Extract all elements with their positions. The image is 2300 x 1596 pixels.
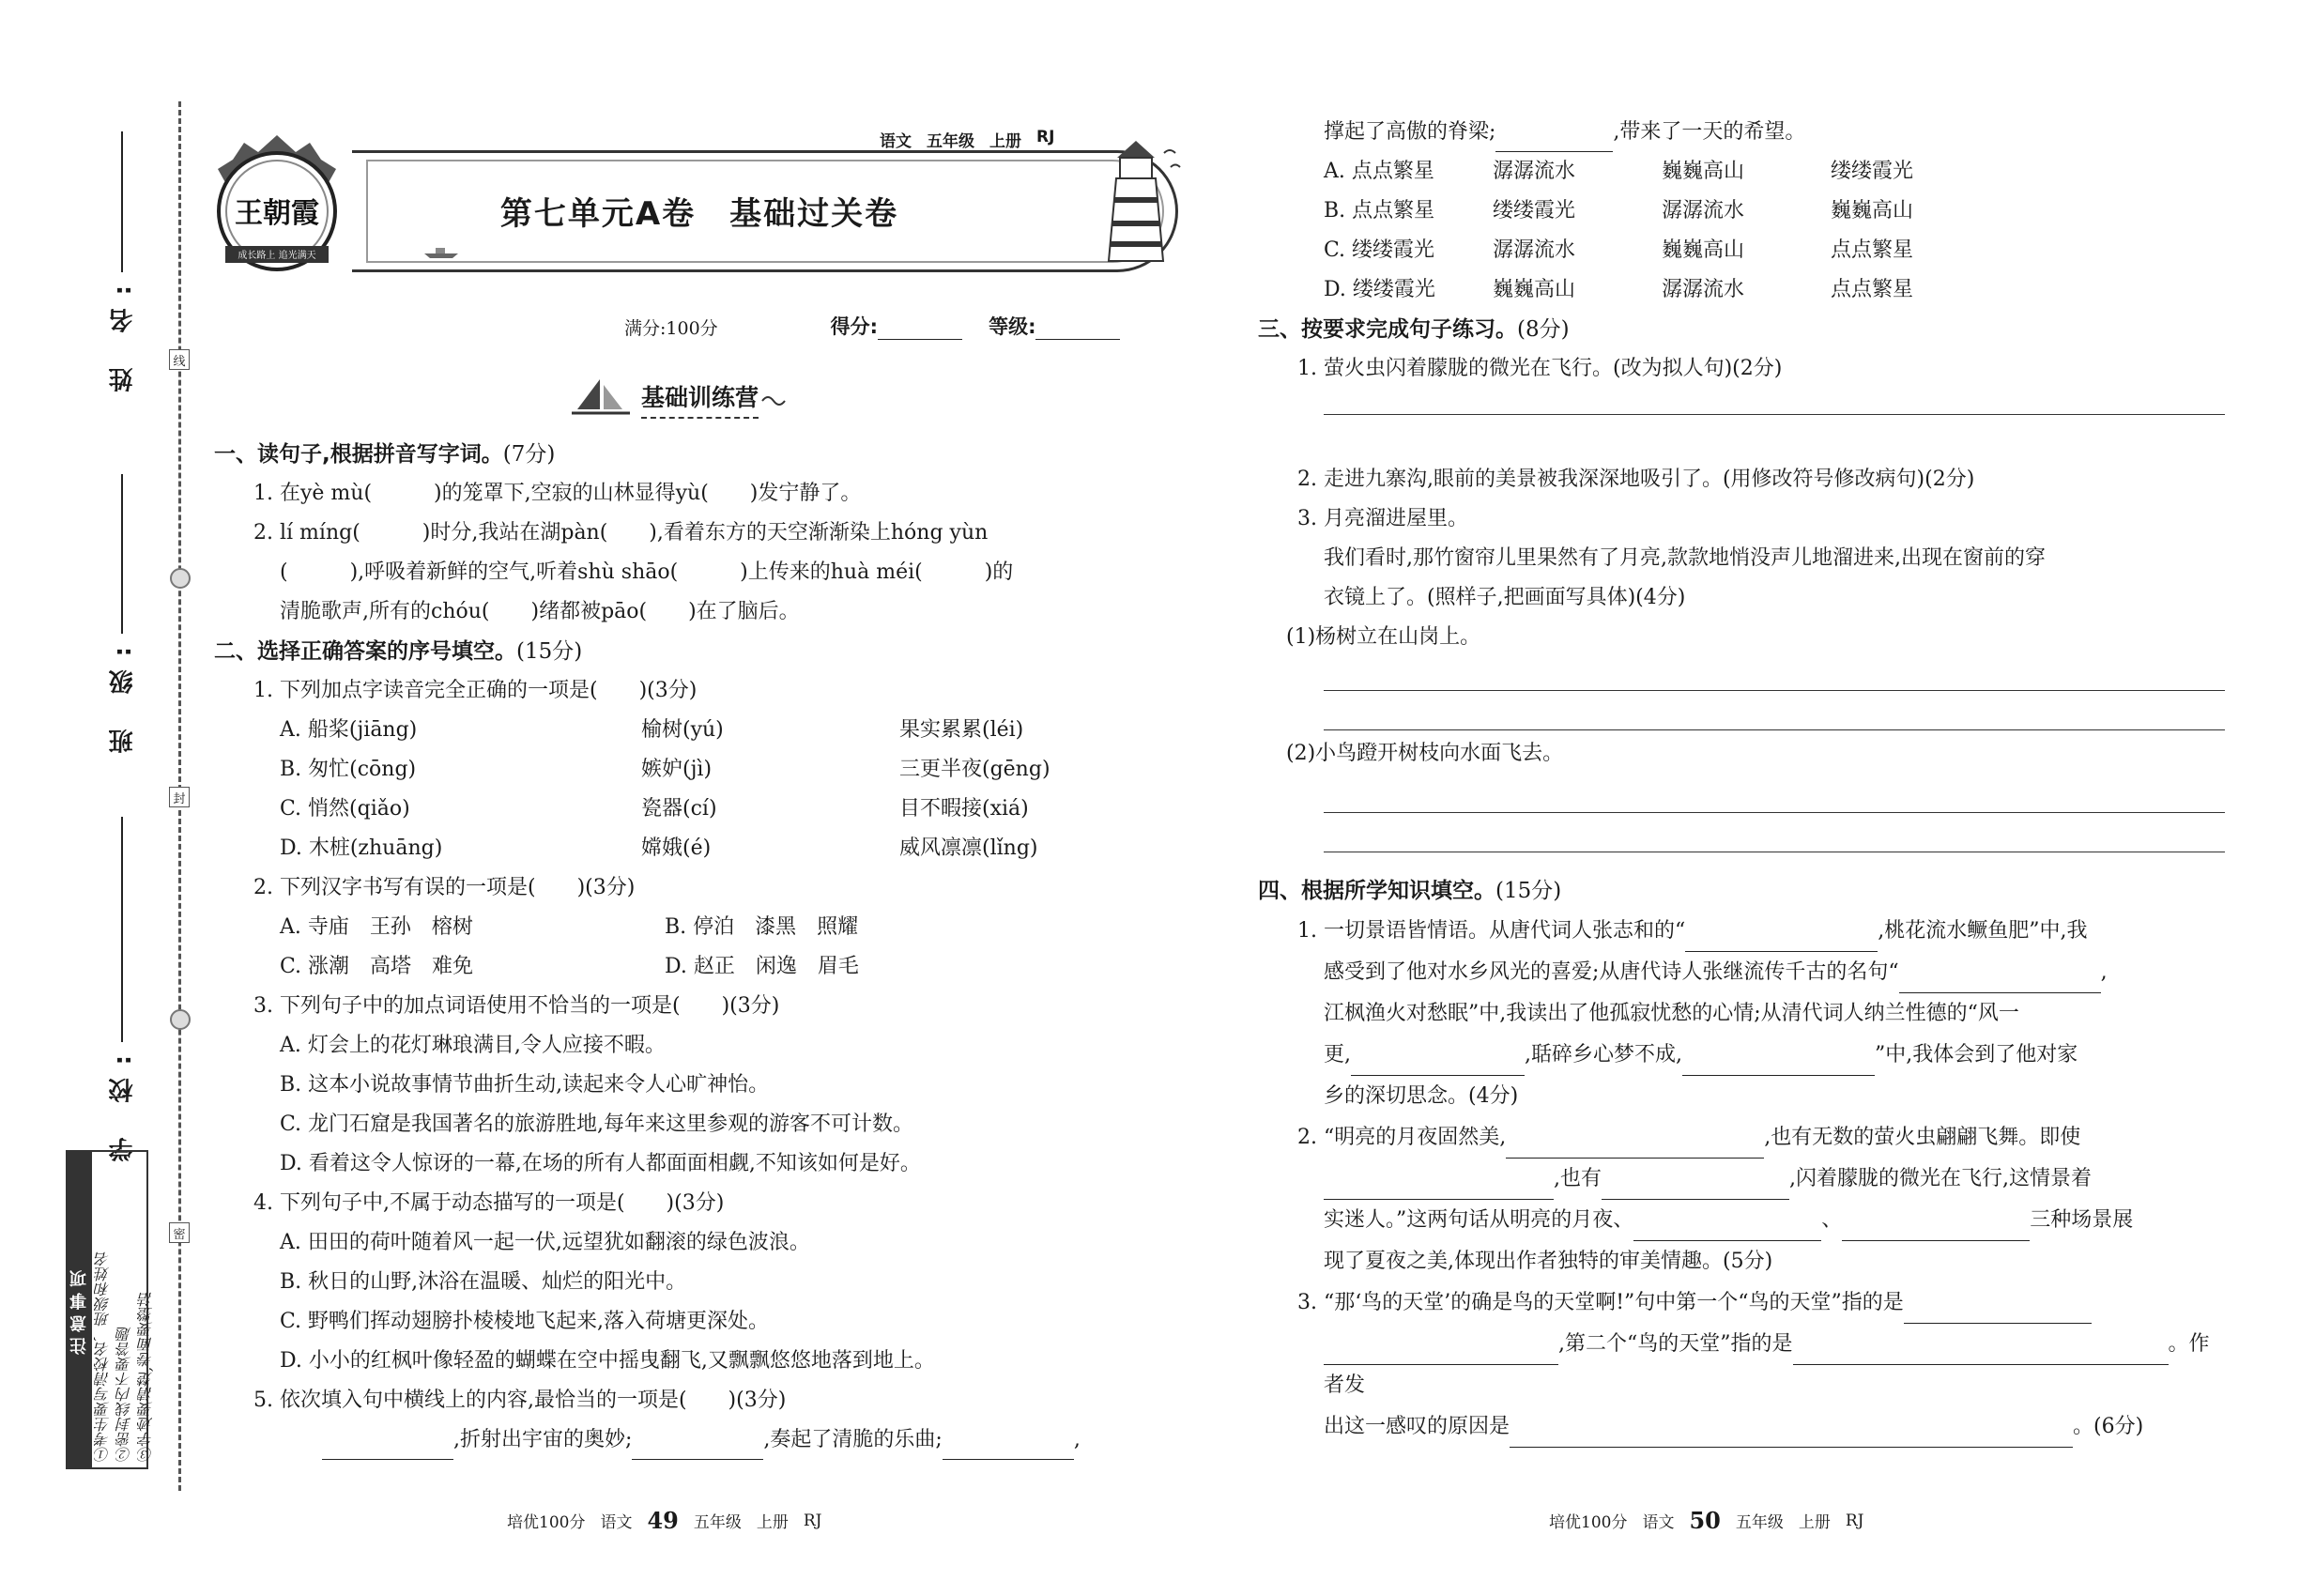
q1-option-row[interactable] [214,790,1183,829]
q5-blank-4[interactable] [1495,131,1613,152]
footer-right [1549,1507,1863,1534]
s4-q3-blank-4[interactable] [1510,1427,2073,1448]
tag-grade: 五年级 [927,132,974,151]
s4-text: 出这一感叹的原因是 [1324,1415,1510,1438]
notice-box [66,1150,155,1469]
s4-q3-blank-3[interactable] [1793,1344,2169,1365]
question-1[interactable]: 1. 下列加点字读音完全正确的一项是( )(3分) [253,679,698,702]
brand-logo [207,131,347,272]
q5-cont [1258,113,2225,152]
q1-option-row[interactable] [214,829,1183,868]
wave-icon [759,388,787,410]
tag-term: 上册 [989,132,1021,151]
school-label: 学 校: [108,1042,137,1162]
logo-small-text: 成长路上 追光满天 [238,251,316,261]
q2-option-row[interactable] [214,947,1183,987]
question-4[interactable]: 4. 下列句子中,不属于动态描写的一项是( )(3分) [253,1191,725,1215]
s4-q2-line: 现了夏夜之美,体现出作者独特的审美情趣。(5分) [1324,1250,1773,1273]
s4-q1 [1258,1035,2225,1076]
q5-opt: A. 点点繁星 [1324,160,1434,183]
class-field [89,474,155,753]
full-score: 满分:100分 [624,318,718,339]
answer-line[interactable] [1324,813,2225,852]
s4-text: 三种场景展 [2030,1208,2134,1232]
s3-question-1: 1. 萤火虫闪着朦胧的微光在飞行。(改为拟人句)(2分) [1297,357,1783,380]
s4-q2 [1258,1117,2225,1159]
class-line[interactable] [121,474,123,634]
name-line[interactable] [121,131,123,272]
s4-text: 1. 一切景语皆情语。从唐代词人张志和的“ [1297,919,1686,943]
s4-q1-blank-3[interactable] [1351,1055,1525,1076]
s4-text: 更, [1324,1043,1351,1067]
footer-edition: RJ [1845,1511,1864,1530]
s4-q1 [1258,911,2225,952]
s4-q3 [1258,1324,2225,1406]
q1-opt: A. 船桨(jiāng) [280,718,418,742]
footer-subject: 语文 [1642,1513,1675,1532]
section-banner-title: 基础训练营 [641,379,759,419]
lighthouse-icon [1084,130,1188,270]
section1-title: 一、读句子,根据拼音写字词。 [214,442,503,467]
mark-feng: 封 [169,787,190,807]
s1-line[interactable]: 清脆歌声,所有的chóu( )绪都被pāo( )在了脑后。 [280,600,800,623]
q2-opt: A. 寺庙 王孙 榕树 [280,915,473,939]
s4-q3 [1258,1406,2225,1448]
q5-opt: 点点繁星 [1831,238,1914,262]
s4-q1-blank-2[interactable] [1899,973,2101,993]
answer-line[interactable] [1324,691,2225,730]
question-3[interactable]: 3. 下列句子中的加点词语使用不恰当的一项是( )(3分) [253,994,780,1018]
q5-opt: 潺潺流水 [1662,199,1745,223]
sailboat-icon [568,376,634,422]
s3-q3-example: 衣镜上了。(照样子,把画面写具体)(4分) [1324,586,1686,609]
s1-line[interactable]: ( ),呼吸着新鲜的空气,听着shù shāo( )上传来的huà méi( )的 [280,560,1014,584]
footer-grade: 五年级 [693,1513,742,1532]
right-column [1258,113,2225,1448]
s4-text: ,也有 [1554,1167,1602,1190]
s4-q2 [1258,1200,2225,1241]
s4-q2-blank-5[interactable] [1842,1220,2030,1241]
answer-line[interactable] [1324,657,2225,691]
q4-option[interactable]: C. 野鸭们挥动翅膀扑棱棱地飞起来,落入荷塘更深处。 [280,1310,770,1333]
s4-text: ”中,我体会到了他对家 [1875,1043,2078,1067]
footer-book: 培优100分 [507,1513,586,1532]
q2-opt: B. 停泊 漆黑 照耀 [665,915,859,939]
section-banner [568,376,831,422]
q1-opt: 三更半夜(gēng) [899,758,1050,781]
notice-item: ②密封线内不要答题 [115,1327,133,1462]
q1-opt: 嫦娥(é) [641,836,712,860]
section2-points: (15分) [516,639,583,664]
q4-option[interactable]: D. 小小的红枫叶像轻盈的蝴蝶在空中摇曳翻飞,又飘飘悠悠地落到地上。 [280,1349,935,1373]
notice-item: ①考生要写清校名、班级和姓名 [94,1251,112,1462]
s4-q3-blank-2[interactable] [1324,1344,1558,1365]
section3-points: (8分) [1517,317,1570,342]
s4-text: 3. “那‘鸟的天堂’的确是鸟的天堂啊!”句中第一个“鸟的天堂”指的是 [1297,1291,1904,1314]
q2-opt: D. 赵正 闲逸 眉毛 [665,955,859,978]
q3-option[interactable]: A. 灯会上的花灯琳琅满目,令人应接不暇。 [280,1034,666,1057]
s4-text: 、 [1821,1208,1843,1232]
notice-item: ③字迹要清楚,卷面要整洁 [137,1291,155,1462]
q5-opt: 巍巍高山 [1831,199,1914,223]
q5-text: ,奏起了清脆的乐曲; [763,1428,943,1451]
q5-opt: 巍巍高山 [1493,278,1576,301]
s1-line[interactable]: 1. 在yè mù( )的笼罩下,空寂的山林显得yù( )发宁静了。 [253,482,862,505]
q1-option-row[interactable] [214,750,1183,790]
q2-opt: C. 涨潮 高塔 难免 [280,955,474,978]
q1-opt: 目不暇接(xiá) [899,797,1029,821]
footer-term: 上册 [756,1513,789,1532]
footer-book: 培优100分 [1549,1513,1628,1532]
notice-title: 注意事项 [68,1152,92,1467]
score-label: 得分: [830,315,879,338]
s4-q3-blank-1[interactable] [1904,1303,2092,1324]
binding-strip [0,0,202,1596]
s3-q3-sub-1: (1)杨树立在山岗上。 [1286,625,1481,649]
footer-left [507,1507,821,1534]
q5-opt: 缕缕霞光 [1831,160,1914,183]
question-5[interactable]: 5. 依次填入句中横线上的内容,最恰当的一项是( )(3分) [253,1389,787,1412]
q1-opt: 榆树(yú) [641,718,724,742]
s4-q3 [1258,1282,2225,1324]
q5-option-row[interactable] [1258,231,2225,270]
s4-q2-blank-4[interactable] [1633,1220,1821,1241]
boat-icon [422,246,460,259]
q5-option-row[interactable] [1258,270,2225,310]
tag-edition: RJ [1036,128,1055,146]
q5-text: , [1073,1428,1081,1451]
q5-opt: D. 缕缕霞光 [1324,278,1435,301]
mark-mi: 密 [169,1222,190,1243]
school-field [89,817,155,1161]
coin-icon [170,568,191,589]
q1-opt: 瓷器(cí) [641,797,717,821]
tag-subject: 语文 [880,132,912,151]
q5-opt: 巍巍高山 [1662,238,1745,262]
section3-title: 三、按要求完成句子练习。 [1258,317,1517,342]
s4-text: 实迷人。”这两句话从明亮的月夜、 [1324,1208,1634,1232]
s4-q2-blank-2[interactable] [1324,1179,1554,1200]
q1-opt: D. 木桩(zhuāng) [280,836,443,860]
s3-q3-example: 我们看时,那竹窗帘儿里果然有了月亮,款款地悄没声儿地溜进来,出现在窗前的穿 [1324,546,2046,570]
grade-label: 等级: [989,315,1036,338]
s4-text: 感受到了他对水乡风光的喜爱;从唐代诗人张继流传千古的名句“ [1324,960,1899,984]
s4-q1 [1258,952,2225,993]
s4-text: ,也有无数的萤火虫翩翩飞舞。即使 [1764,1126,2081,1149]
score-line [624,312,1120,340]
s4-text: ,第二个“鸟的天堂”指的是 [1558,1332,1793,1356]
q5-opt: 潺潺流水 [1493,160,1576,183]
coin-icon [170,1009,191,1030]
book-tags [878,128,1056,151]
q1-opt: C. 悄然(qiǎo) [280,797,410,821]
q5-option-row[interactable] [1258,152,2225,192]
q1-opt: 威风凛凛(lǐng) [899,836,1038,860]
q3-option[interactable]: C. 龙门石窟是我国著名的旅游胜地,每年来这里参观的游客不可计数。 [280,1113,914,1136]
q5-blank-3[interactable] [943,1439,1074,1460]
s4-q2-blank-3[interactable] [1602,1179,1789,1200]
q5-opt: 潺潺流水 [1493,238,1576,262]
s4-q1-line: 江枫渔火对愁眠”中,我读出了他孤寂忧愁的心情;从清代词人纳兰性德的“风一 [1324,1002,2019,1025]
footer-subject: 语文 [600,1513,633,1532]
s1-line[interactable]: 2. lí míng( )时分,我站在湖pàn( ),看着东方的天空渐渐染上hóng yùn [253,521,989,545]
s4-q2-blank-1[interactable] [1506,1138,1764,1159]
logo-text: 王朝霞 [235,197,319,230]
score-blank[interactable] [878,319,962,340]
footer-term: 上册 [1798,1513,1831,1532]
answer-line[interactable] [1324,774,2225,813]
q5-opt: 巍巍高山 [1662,160,1745,183]
page-number: 49 [647,1507,679,1534]
s4-q1-line: 乡的深切思念。(4分) [1324,1084,1519,1108]
s4-text: , [2100,960,2108,984]
q2-option-row[interactable] [214,908,1183,947]
s3-q3-sub-2: (2)小鸟蹬开树枝向水面飞去。 [1286,742,1564,765]
section1-points: (7分) [502,442,556,467]
grade-blank[interactable] [1035,319,1120,340]
q5-blank-2[interactable] [632,1439,763,1460]
q5-line [214,1420,1183,1460]
school-line[interactable] [121,817,123,1042]
q1-opt: 果实累累(léi) [899,718,1024,742]
section4-points: (15分) [1495,879,1562,903]
q5-text: 撑起了高傲的脊梁; [1324,120,1496,144]
s4-text: ,闪着朦胧的微光在飞行,这情景着 [1789,1167,2092,1190]
q1-opt: B. 匆忙(cōng) [280,758,417,781]
q4-option[interactable]: B. 秋日的山野,沐浴在温暖、灿烂的阳光中。 [280,1270,687,1294]
s4-text: 。作者发 [1324,1332,2210,1397]
q5-option-row[interactable] [1258,192,2225,231]
left-column [214,435,1183,1460]
q5-text: ,折射出宇宙的奥妙; [453,1428,633,1451]
page-title: 第七单元A卷 基础过关卷 [499,195,899,233]
page-number: 50 [1689,1507,1721,1534]
question-2[interactable]: 2. 下列汉字书写有误的一项是( )(3分) [253,876,636,899]
class-label: 班 级: [108,634,137,754]
q1-option-row[interactable] [214,711,1183,750]
name-label: 姓 名: [108,272,137,392]
s3-question-2: 2. 走进九寨沟,眼前的美景被我深深地吸引了。(用修改符号修改病句)(2分) [1297,468,1975,491]
mark-xian: 线 [169,349,190,370]
q1-opt: 嫉妒(jì) [641,758,713,781]
section2-title: 二、选择正确答案的序号填空。 [214,639,516,664]
s4-q2 [1258,1159,2225,1200]
s4-text: ,聒碎乡心梦不成, [1525,1043,1682,1067]
q3-option[interactable]: B. 这本小说故事情节曲折生动,读起来令人心旷神怡。 [280,1073,770,1097]
q5-opt: C. 缕缕霞光 [1324,238,1435,262]
answer-line[interactable] [1324,389,2225,415]
q5-text: ,带来了一天的希望。 [1613,120,1806,144]
q5-opt: 点点繁星 [1831,278,1914,301]
q4-option[interactable]: A. 田田的荷叶随着风一起一伏,远望犹如翻滚的绿色波浪。 [280,1231,810,1254]
q5-opt: 缕缕霞光 [1493,199,1576,223]
q5-opt: 潺潺流水 [1662,278,1745,301]
s4-q1-blank-4[interactable] [1682,1055,1875,1076]
s4-q1-blank-1[interactable] [1685,931,1878,952]
s4-text: 2. “明亮的月夜固然美, [1297,1126,1507,1149]
footer-grade: 五年级 [1735,1513,1784,1532]
section4-title: 四、根据所学知识填空。 [1258,879,1495,903]
q5-blank-1[interactable] [322,1439,453,1460]
footer-edition: RJ [803,1511,822,1530]
s4-text: 。(6分) [2073,1415,2144,1438]
q5-opt: B. 点点繁星 [1324,199,1435,223]
s3-question-3: 3. 月亮溜进屋里。 [1297,507,1468,530]
q3-option[interactable]: D. 看着这令人惊讶的一幕,在场的所有人都面面相觑,不知该如何是好。 [280,1152,921,1175]
name-field [89,131,155,391]
s4-text: ,桃花流水鳜鱼肥”中,我 [1878,919,2088,943]
